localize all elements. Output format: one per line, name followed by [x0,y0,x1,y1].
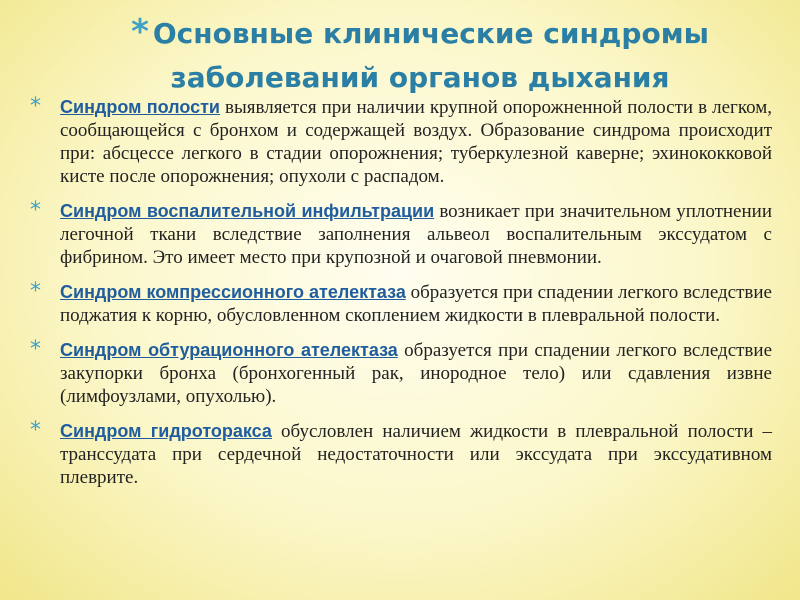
star-bullet-icon: * [30,94,41,119]
syndrome-term: Синдром компрессионного ателектаза [60,282,406,302]
list-item [30,96,772,188]
syndrome-description: выявляется при наличии крупной опорожненной полости в легком, сообщающейся с бронхом и содержащей воздух. Образование синдрома происходит при: абсцессе легкого в стадии опорожнения; туберкулезной каверне; эхинококковой кисте после опорожнения; опухоли с распадом. [60,97,772,187]
syndrome-term: Синдром воспалительной инфильтрации [60,201,435,221]
star-bullet-icon: * [30,279,41,304]
slide-title [60,10,780,100]
syndrome-list [30,96,772,501]
item-text [60,420,772,489]
list-item [30,281,772,327]
star-bullet-icon: * [30,198,41,223]
title-star-icon: * [131,12,149,52]
star-bullet-icon: * [30,337,41,362]
title-line-1: * Основные клинические синдромы [131,12,709,52]
syndrome-description: образуется при спадении легкого вследствие поджатия к корню, обусловленном скоплением жидкости в плевральной полости. [60,282,772,326]
title-line-2: заболеваний органов дыхания [170,61,670,94]
syndrome-term: Синдром полости [60,97,220,117]
list-item [30,420,772,489]
item-text [60,339,772,408]
item-text [60,281,772,327]
syndrome-term: Синдром гидроторакса [60,421,272,441]
item-text [60,96,772,188]
item-text [60,200,772,269]
syndrome-term: Синдром обтурационного ателектаза [60,340,398,360]
syndrome-description: возникает при значительном уплотнении легочной ткани вследствие заполнения альвеол воспалительным экссудатом с фибрином. Это имеет место при крупозной и очаговой пневмонии. [60,201,772,268]
star-bullet-icon: * [30,418,41,443]
syndrome-description: обусловлен наличием жидкости в плевральной полости – транссудата при сердечной недостаточности или экссудата при экссудативном плеврите. [60,421,772,488]
syndrome-description: образуется при спадении легкого вследствие закупорки бронха (бронхогенный рак, инородное тело) или сдавления извне (лимфоузлами, опухолью). [60,340,773,407]
list-item [30,200,772,269]
list-item [30,339,772,408]
